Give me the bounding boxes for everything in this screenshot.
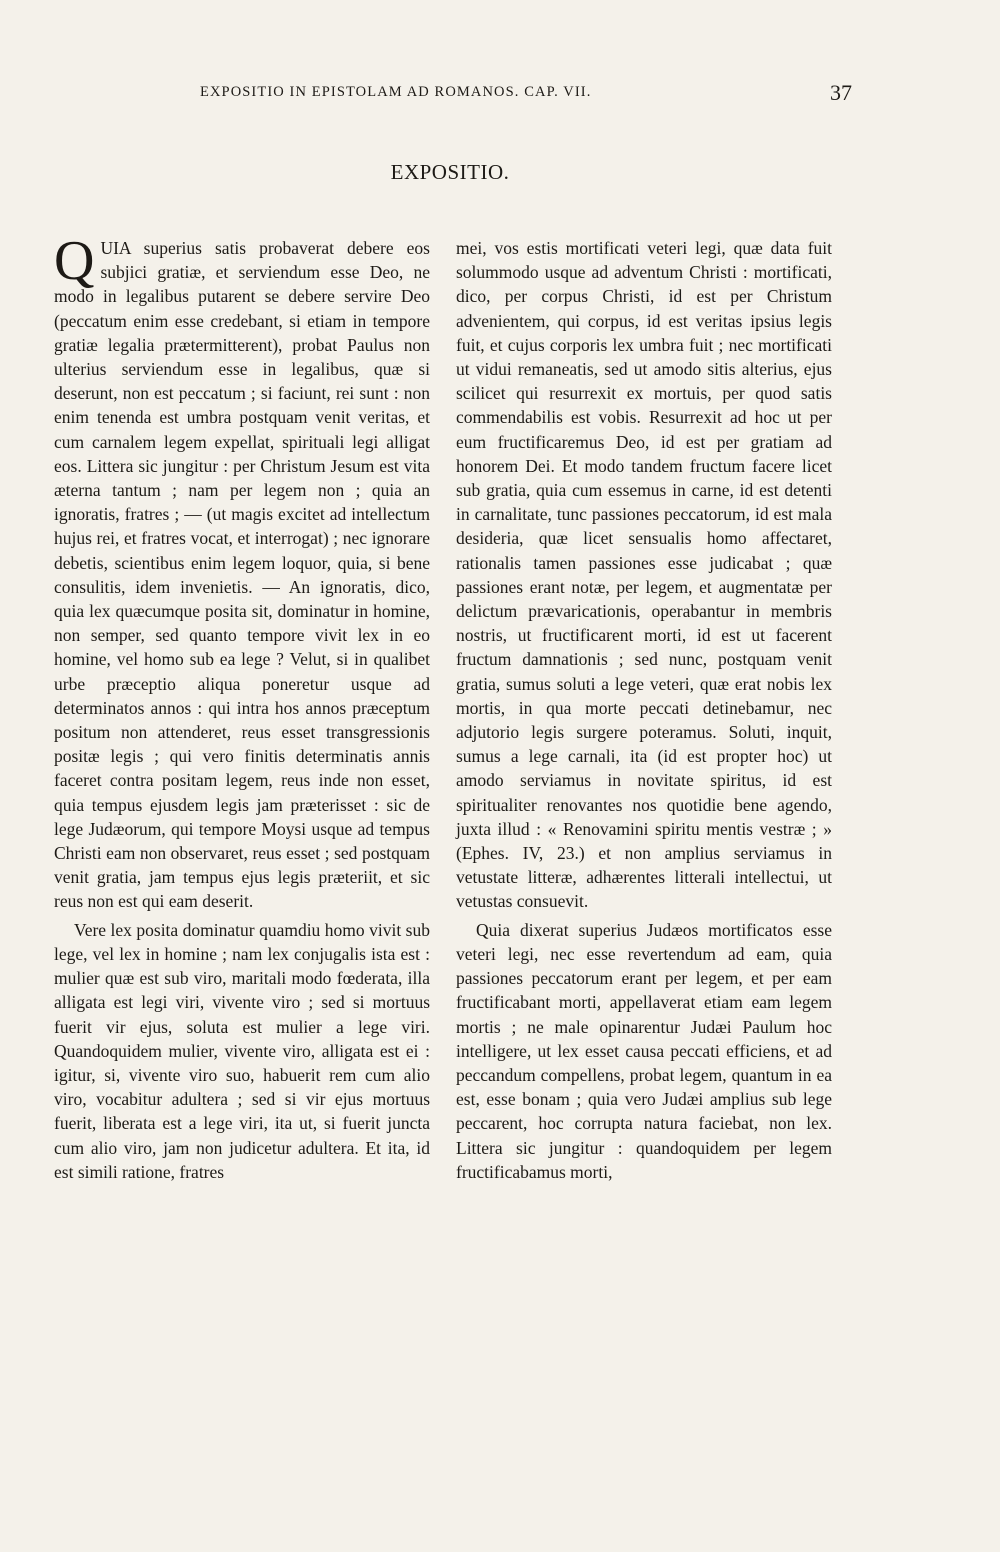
running-head: EXPOSITIO IN EPISTOLAM AD ROMANOS. CAP. VII. bbox=[200, 84, 592, 100]
drop-cap: Q bbox=[54, 230, 95, 292]
right-paragraph-2: Quia dixerat superius Judæos mortificatos esse veteri legi, nec esse revertendum ad eam, quia passiones peccatorum erant per legem, et per eam fructificabant morti, appellaverat etiam eam legem mortis ; ne male opinarentur Judæi Paulum hoc intelligere, ut lex esset causa peccati efficiens, et ad peccandum compellens, probat legem, quantum in ea est, esse bonam ; quia vero Judæi amplius sub lege peccarent, hoc corrupta natura faciebat, non lex. Littera sic jungitur : quandoquidem per legem fructificabamus morti, bbox=[456, 919, 832, 1182]
right-paragraph-1: mei, vos estis mortificati veteri legi, quæ data fuit solummodo usque ad adventum Christi : mortificati, dico, per corpus Christi, id est per Christum advenientem, qui corpus, id est veritas ipsius legis fuit, et cujus corporis lex umbra fuit ; nec mortificati ut vidui remaneatis, sed ut amodo sitis alterius, ejus scilicet qui resurrexit ex mortuis, per quod satis commendabilis est vobis. Resurrexit ad hoc ut per eum fructificaremus Deo, id est per gratiam ad honorem Dei. Et modo tandem fructum facere licet sub gratia, quia cum essemus in carne, id est detenti in carnalitate, tunc passiones peccatorum, id est mala desideria, quæ licet sensualis homo affectaret, rationalis tamen passiones esse judicabat ; quæ passiones erant notæ, per legem, et augmentatæ per delictum prævaricationis, operabantur in membris nostris, ut fructificarent morti, id est ut facerent fructum damnationis ; sed nunc, postquam venit gratia, sumus soluti a lege veteri, quæ erat nobis lex mortis, in qua morte peccati detinebamur, nec adjutorio legis surgere poteramus. Soluti, inquit, sumus a lege carnali, ita (id est propter hoc) ut amodo serviamus in novitate spiritus, id est spiritualiter renovantes nos quotidie bene agendo, juxta illud : « Renovamini spiritu mentis vestræ ; » (Ephes. IV, 23.) et non amplius serviamus in vetustate litteræ, adhærentes litterali intellectui, ut vetustas consuevit. bbox=[456, 238, 832, 912]
left-paragraph-1 bbox=[54, 230, 430, 914]
page-number: 37 bbox=[830, 80, 852, 105]
right-column bbox=[456, 236, 832, 1184]
section-title: EXPOSITIO. bbox=[390, 160, 510, 184]
left-paragraph-1-text: UIA superius satis probaverat debere eos subjici gratiæ, et serviendum esse Deo, ne modo in legalibus putarent se debere servire Deo (peccatum enim esse credebant, si etiam in tempore gratiæ legalia prætermitterent), probat Paulus non ulterius serviendum esse in legalibus, quæ si deserunt, non est peccatum ; si faciunt, rei sunt : non enim tenenda est umbra postquam venit veritas, et cum carnalem legem expellat, spirituali legi alligat eos. Littera sic jungitur : per Christum Jesum est vita æterna tantum ; nam per legem non ; quia an ignoratis, fratres ; — (ut magis excitet ad intellectum hujus rei, et fratres vocat, et interrogat) ; nec ignorare debetis, scientibus enim legem loquor, quia, si bene consulitis, idem invenietis. — An ignoratis, dico, quia lex quæcumque posita sit, dominatur in homine, non semper, sed quanto tempore vivit lex in eo homine, vel homo sub ea lege ? Velut, si in qualibet urbe præceptio aliqua poneretur usque ad determinatos annos : qui intra hos annos præceptum positum non attenderet, reus esset transgressionis positæ legis ; qui vero finitis determinatis annis faceret contra positam legem, reus inde non esset, quia tempus ejusdem legis jam præterisset : sic de lege Judæorum, qui tempore Moysi usque ad tempus Christi eam non observaret, reus esset ; sed postquam venit gratia, jam tempus ejus legis præteriit, et sic reus non est qui eam deserit. bbox=[54, 238, 430, 912]
left-paragraph-2: Vere lex posita dominatur quamdiu homo vivit sub lege, vel lex in homine ; nam lex conjugalis ista est : mulier quæ est sub viro, maritali modo fœderata, illa alligata est legi viri, vivente viro ; sed si mortuus fuerit vir ejus, soluta est mulier a lege viri. Quandoquidem mulier, vivente viro, alligata est ei : igitur, si, vivente viro suo, habuerit rem cum alio viro, vocabitur adultera ; sed si vir ejus mortuus fuerit, liberata est a lege viri, ita ut, si fuerit juncta cum alio viro, jam non judicetur adultera. Et ita, id est simili ratione, fratres bbox=[54, 919, 430, 1182]
left-column bbox=[54, 230, 430, 1184]
